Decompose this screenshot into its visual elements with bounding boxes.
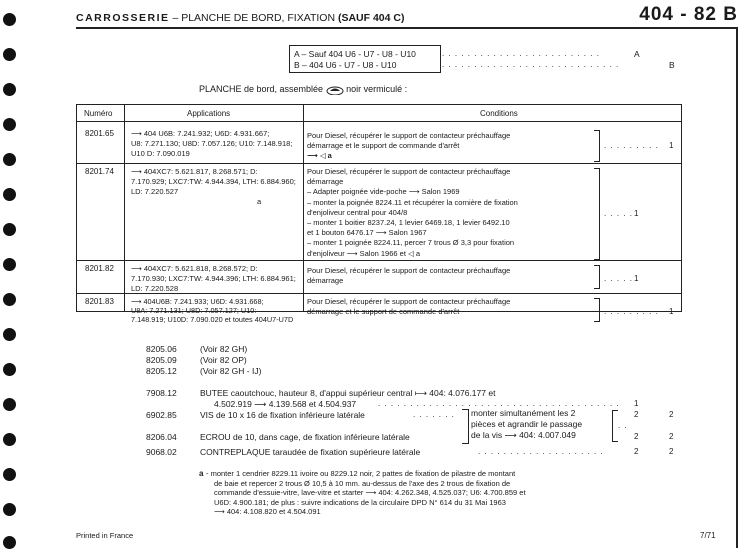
application-line: U8A: 7.271.131; U8D: 7.057.127; U10:	[131, 306, 257, 315]
page-heading	[76, 12, 404, 24]
condition-line: Pour Diesel, récupérer le support de contacteur préchauffage	[307, 266, 511, 275]
header-numero: Numéro	[84, 109, 113, 118]
part-number: 7908.12	[146, 388, 177, 398]
reference-number: 8205.09	[146, 355, 177, 365]
part-quantity-b: 2	[669, 447, 674, 456]
footnote-line: - monter 1 cendrier 8229.11 ivoire ou 8229.12 noir, 2 pattes de fixation de pilastre de montant	[206, 469, 516, 478]
qty-leader: . . . . .	[604, 209, 634, 218]
row-number: 8201.83	[85, 297, 114, 306]
footnote-marker: a	[199, 469, 204, 478]
qty-leader: . . . . .	[604, 274, 634, 283]
legend-a-label: A – Sauf 404 U6 - U7 - U8 - U10	[294, 49, 416, 59]
part-number: 9068.02	[146, 447, 177, 457]
condition-line: Pour Diesel, récupérer le support de contacteur préchauffage	[307, 131, 511, 140]
condition-line: Pour Diesel, récupérer le support de contacteur préchauffage	[307, 297, 511, 306]
binder-hole	[3, 13, 16, 26]
row-bracket	[594, 265, 600, 289]
reference-text: (Voir 82 OP)	[200, 355, 247, 365]
reference-number: 8205.06	[146, 344, 177, 354]
header-conditions: Conditions	[480, 109, 518, 118]
qty-leader: . . . . . . . . .	[604, 141, 659, 150]
row-number: 8201.65	[85, 129, 114, 138]
heading-subject: PLANCHE DE BORD, FIXATION	[181, 12, 336, 24]
note-bracket	[462, 409, 469, 444]
part-description: BUTEE caoutchouc, hauteur 8, d'appui supérieur central ⟼ 404: 4.076.177 et	[200, 388, 496, 398]
binder-hole	[3, 153, 16, 166]
application-line: LD: 7.220.527	[131, 187, 179, 196]
application-line: ⟶ 404 U6B: 7.241.932; U6D: 4.931.667;	[131, 129, 270, 138]
part-quantity-a: 2	[634, 432, 639, 441]
qty-leader: . . . . . . . . . . . . . . . . . . . . . . . . . . . . . . . . . . . . . .	[378, 399, 620, 408]
bracket-note-line: de la vis ⟶ 404: 4.007.049	[471, 430, 576, 440]
condition-line: d'enjoliveur central pour 404/8	[307, 207, 408, 217]
reference-number: 8205.12	[146, 366, 177, 376]
legend-a-letter: A	[634, 49, 640, 59]
binder-hole	[3, 188, 16, 201]
legend-a-leader: . . . . . . . . . . . . . . . . . . . . . . . . .	[442, 49, 600, 58]
binder-hole	[3, 398, 16, 411]
row-applications	[131, 297, 293, 324]
binder-hole	[3, 468, 16, 481]
part-quantity-a: 2	[634, 447, 639, 456]
condition-line: ⟶ ◁ a	[307, 151, 332, 160]
page-number: 7/71	[700, 531, 716, 540]
binder-hole	[3, 363, 16, 376]
qty-leader: . .	[618, 421, 628, 430]
condition-line: – monter 1 poignée 8224.11, percer 7 trous Ø 3,3 pour fixation	[307, 238, 515, 248]
binder-hole	[3, 118, 16, 131]
part-number: 8206.04	[146, 432, 177, 442]
binder-hole	[3, 433, 16, 446]
reference-text: (Voir 82 GH - IJ)	[200, 366, 262, 376]
row-bracket	[594, 168, 600, 260]
binder-hole	[3, 293, 16, 306]
footnote-line: ⟶ 404: 4.108.820 et 4.504.091	[214, 507, 321, 516]
paint-finish-icon	[326, 85, 344, 95]
part-quantity-a: 1	[634, 399, 639, 408]
application-line: 7.170.929; LXC7:TW: 4.944.394, LTH: 6.884.960;	[131, 177, 296, 186]
row-applications	[131, 167, 296, 207]
application-line: ⟶ 404U6B: 7.241.933; U6D: 4.931.668;	[131, 297, 264, 306]
condition-line: – Adapter poignée vide-poche ⟶ Salon 1969	[307, 187, 460, 197]
row-bracket	[594, 298, 600, 322]
caption-text: PLANCHE de bord, assemblée	[199, 84, 324, 94]
row-applications	[131, 129, 292, 159]
printed-in-france: Printed in France	[76, 531, 134, 540]
footnote-text	[206, 469, 526, 517]
row-conditions	[307, 131, 510, 161]
bracket-note-line: monter simultanément les 2	[471, 408, 576, 418]
row-quantity: 1	[669, 141, 674, 150]
binder-hole	[3, 258, 16, 271]
col-divider	[124, 105, 125, 311]
application-line: 7.148.919; U10D: 7.090.020 et toutes 404U7-U7D	[131, 315, 294, 324]
heading-dash: –	[172, 12, 179, 24]
application-line: 7.170.930; LXC7:TW: 4.944.396; LTH: 6.884.961;	[131, 274, 296, 283]
footnote-line: de baie et repercer 2 trous Ø 10,5 à 10 mm. au-dessus de l'axe des 2 trous de fixation de	[214, 478, 511, 488]
section-title: CARROSSERIE	[76, 12, 170, 24]
row-divider	[77, 260, 681, 261]
row-conditions	[307, 167, 518, 259]
qty-leader: . . . . . . . . . . . . . . . . . . . .	[478, 447, 604, 456]
qty-leader: . . . . . . . . .	[604, 307, 659, 316]
binder-hole	[3, 328, 16, 341]
row-conditions	[307, 297, 510, 317]
qty-leader: . . . . . . .	[413, 410, 455, 419]
heading-qualifier: (SAUF 404 C)	[337, 12, 405, 24]
row-applications	[131, 264, 296, 294]
row-number: 8201.74	[85, 167, 114, 176]
binder-hole	[3, 536, 16, 549]
part-quantity-b: 2	[669, 410, 674, 419]
condition-line: – monter la poignée 8224.11 et récupérer la cornière de fixation	[307, 197, 518, 207]
part-number: 6902.85	[146, 410, 177, 420]
application-line: U10 D: 7.090.019	[131, 149, 190, 158]
caption-suffix: noir vermiculé :	[346, 84, 408, 94]
binder-hole	[3, 83, 16, 96]
part-quantity-b: 2	[669, 432, 674, 441]
header-applications: Applications	[187, 109, 231, 118]
table-caption	[199, 84, 407, 95]
condition-line: démarrage et le support de commande d'arrêt	[307, 141, 460, 150]
application-line: U8: 7.271.130; U8D: 7.057.126; U10: 7.148.918;	[131, 139, 293, 148]
part-description-cont: 4.502.919 ⟶ 4.139.568 et 4.504.937	[214, 399, 357, 409]
footnote-line: commande d'essuie-vitre, lave-vitre et starter ⟶ 404: 4.262.348, 4.525.037; U6: 4.700.859 et	[214, 488, 526, 497]
header-divider	[77, 121, 681, 122]
right-margin-rule	[736, 28, 738, 548]
binder-hole	[3, 48, 16, 61]
application-note-marker: a	[257, 197, 262, 206]
row-number: 8201.82	[85, 264, 114, 273]
legend-b-letter: B	[669, 60, 675, 70]
part-quantity-a: 2	[634, 410, 639, 419]
application-line: ⟶ 404XC7: 5.621.817, 8.268.571; D:	[131, 167, 258, 176]
application-line: ⟶ 404XC7: 5.621.818, 8.268.572; D:	[131, 264, 258, 273]
binder-hole	[3, 503, 16, 516]
row-quantity: 1	[669, 307, 674, 316]
row-divider	[77, 163, 681, 164]
legend-b-leader: . . . . . . . . . . . . . . . . . . . . . . . . . . . .	[442, 60, 620, 69]
header-rule	[76, 27, 738, 29]
condition-line: Pour Diesel, récupérer le support de contacteur préchauffage	[307, 167, 511, 176]
footnote-line: U6D: 4.900.181; de plus : suivre indications de la circulaire DPD N° 614 du 31 Mai 1963	[214, 497, 506, 507]
part-description: ECROU de 10, dans cage, de fixation inférieure latérale	[200, 432, 410, 442]
parts-table	[76, 104, 682, 324]
condition-line: démarrage et le support de commande d'arrêt	[307, 307, 460, 316]
col-divider	[303, 105, 304, 311]
part-description: CONTREPLAQUE taraudée de fixation supérieure latérale	[200, 447, 421, 457]
row-conditions	[307, 266, 510, 286]
condition-line: démarrage	[307, 177, 344, 187]
row-quantity: 1	[634, 274, 639, 283]
legend-b-label: B – 404 U6 - U7 - U8 - U10	[294, 60, 397, 70]
bracket-note-line: pièces et agrandir le passage	[471, 419, 583, 429]
reference-text: (Voir 82 GH)	[200, 344, 248, 354]
condition-line: – monter 1 boitier 8237.24, 1 levier 6469.18, 1 levier 6492.10	[307, 218, 510, 228]
application-line: LD: 7.220.528	[131, 284, 179, 293]
bracket-note	[471, 408, 582, 441]
part-description: VIS de 10 x 16 de fixation inférieure latérale	[200, 410, 365, 420]
condition-line: et 1 bouton 6476.17 ⟶ Salon 1967	[307, 228, 427, 238]
condition-line: démarrage	[307, 276, 344, 285]
page-code: 404 - 82 B	[639, 4, 738, 25]
row-quantity: 1	[634, 209, 639, 218]
binder-hole	[3, 223, 16, 236]
row-bracket	[594, 130, 600, 162]
condition-line: d'enjoliveur ⟶ Salon 1966 et ◁ a	[307, 248, 421, 258]
